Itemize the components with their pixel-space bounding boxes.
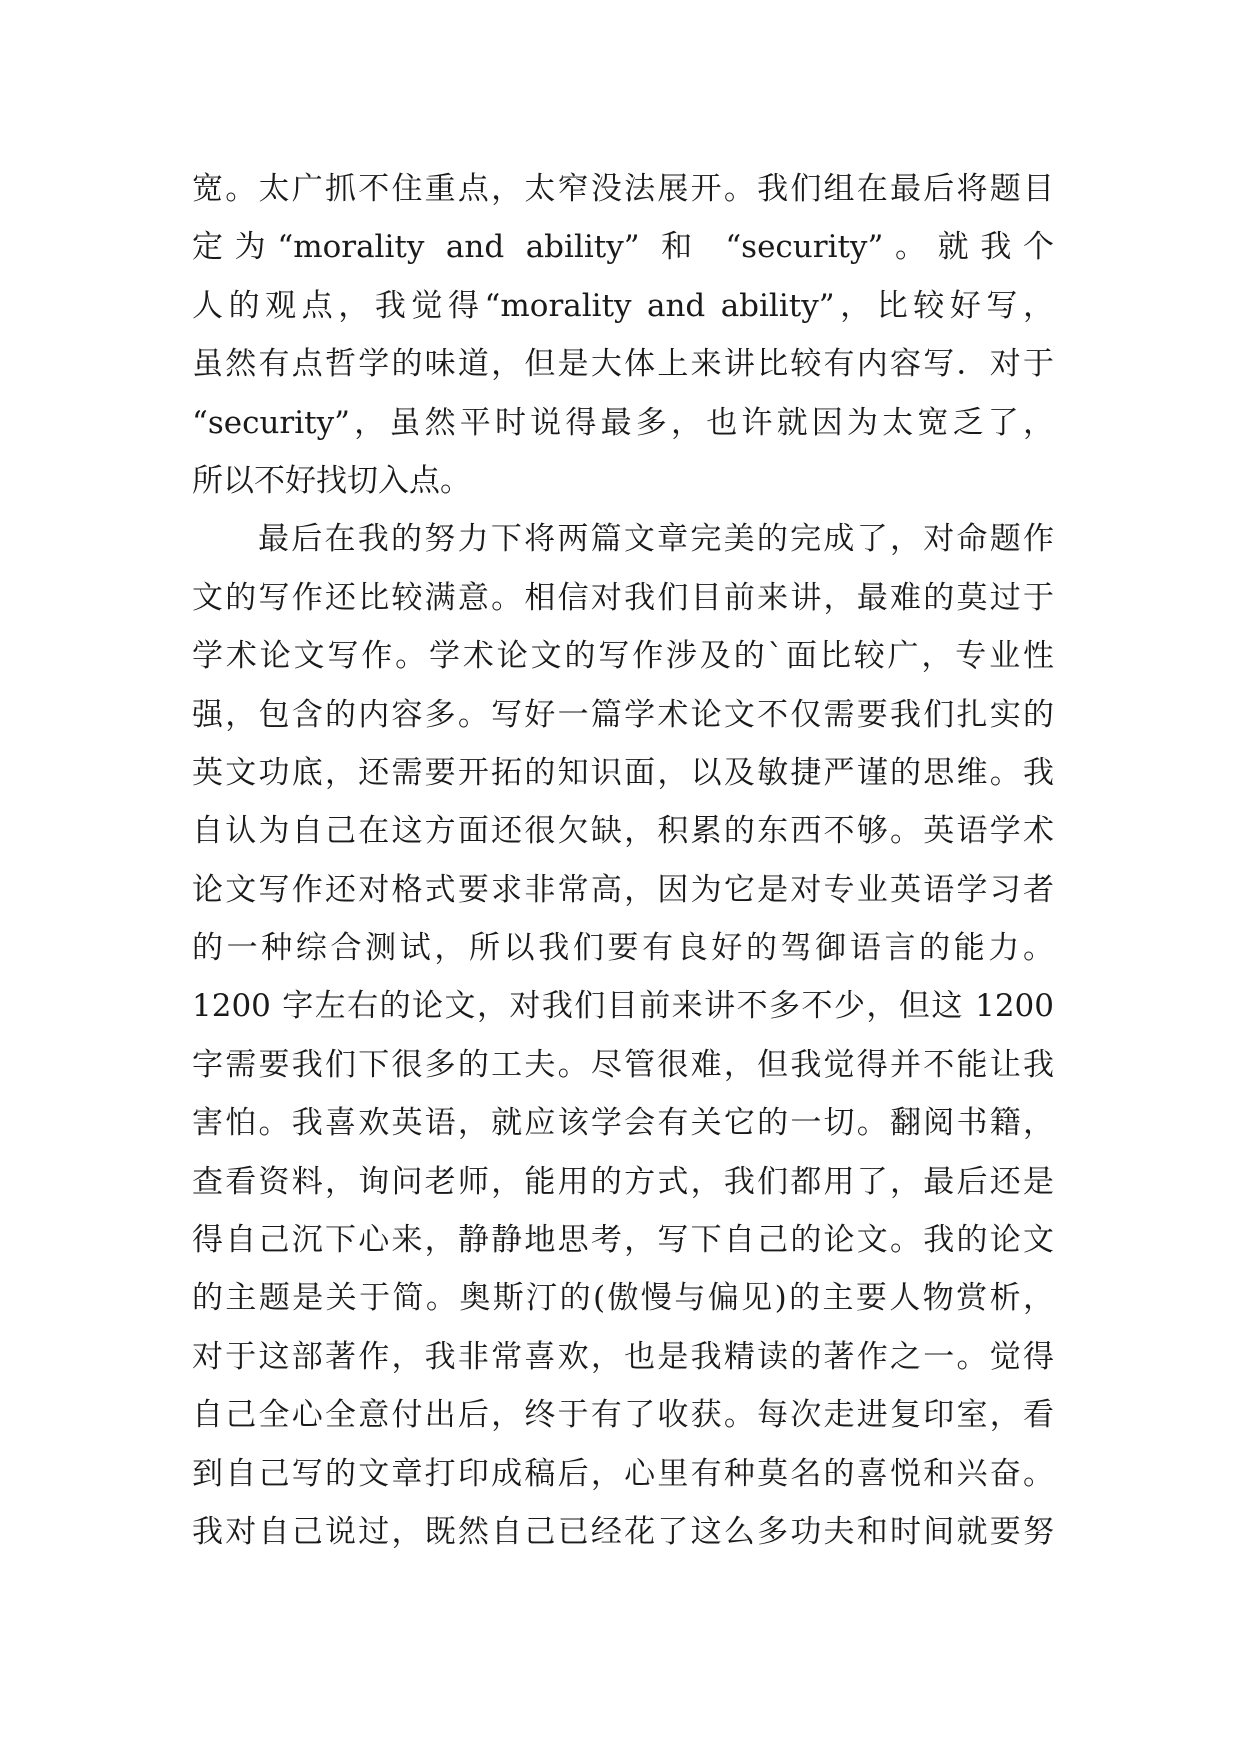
text-line: 对于这部著作，我非常喜欢，也是我精读的著作之一。觉得: [192, 1338, 1054, 1375]
paragraph-start-line: 最后在我的努力下将两篇文章完美的完成了，对命题作: [258, 521, 1054, 558]
text-line: 人的观点，我觉得“morality and ability”，比较好写，: [192, 287, 1054, 324]
text-line: 论文写作还对格式要求非常高，因为它是对专业英语学习者: [192, 871, 1054, 908]
text-line: 虽然有点哲学的味道，但是大体上来讲比较有内容写．对于: [192, 346, 1054, 383]
text-line: “security”，虽然平时说得最多，也许就因为太宽乏了，: [192, 404, 1054, 441]
text-line: 所以不好找切入点。: [192, 462, 471, 499]
text-line: 字需要我们下很多的工夫。尽管很难，但我觉得并不能让我: [192, 1046, 1054, 1083]
text-line: 自己全心全意付出后，终于有了收获。每次走进复印室，看: [192, 1397, 1054, 1434]
text-line: 宽。太广抓不住重点，太窄没法展开。我们组在最后将题目: [192, 171, 1054, 207]
text-line: 查看资料，询问老师，能用的方式，我们都用了，最后还是: [192, 1163, 1054, 1200]
text-line: 得自己沉下心来，静静地思考，写下自己的论文。我的论文: [192, 1222, 1054, 1259]
text-line: 到自己写的文章打印成稿后，心里有种莫名的喜悦和兴奋。: [192, 1455, 1054, 1492]
text-line: 的主题是关于简。奥斯汀的(傲慢与偏见)的主要人物赏析，: [192, 1280, 1054, 1317]
text-line: 的一种综合测试，所以我们要有良好的驾御语言的能力。: [192, 930, 1054, 967]
text-line: 定为“morality and ability” 和 “security”。就我个: [192, 229, 1054, 266]
text-line: 学术论文写作。学术论文的写作涉及的`面比较广，专业性: [192, 638, 1054, 675]
text-line: 害怕。我喜欢英语，就应该学会有关它的一切。翻阅书籍，: [192, 1105, 1054, 1142]
text-line: 英文功底，还需要开拓的知识面，以及敏捷严谨的思维。我: [192, 754, 1054, 791]
text-line: 1200 字左右的论文，对我们目前来讲不多不少，但这 1200: [192, 988, 1054, 1025]
text-line: 我对自己说过，既然自己已经花了这么多功夫和时间就要努: [192, 1513, 1054, 1550]
body-text: [192, 160, 1054, 1561]
text-line: 文的写作还比较满意。相信对我们目前来讲，最难的莫过于: [192, 579, 1054, 616]
text-line: 强，包含的内容多。写好一篇学术论文不仅需要我们扎实的: [192, 696, 1054, 733]
text-line: 自认为自己在这方面还很欠缺，积累的东西不够。英语学术: [192, 813, 1054, 850]
